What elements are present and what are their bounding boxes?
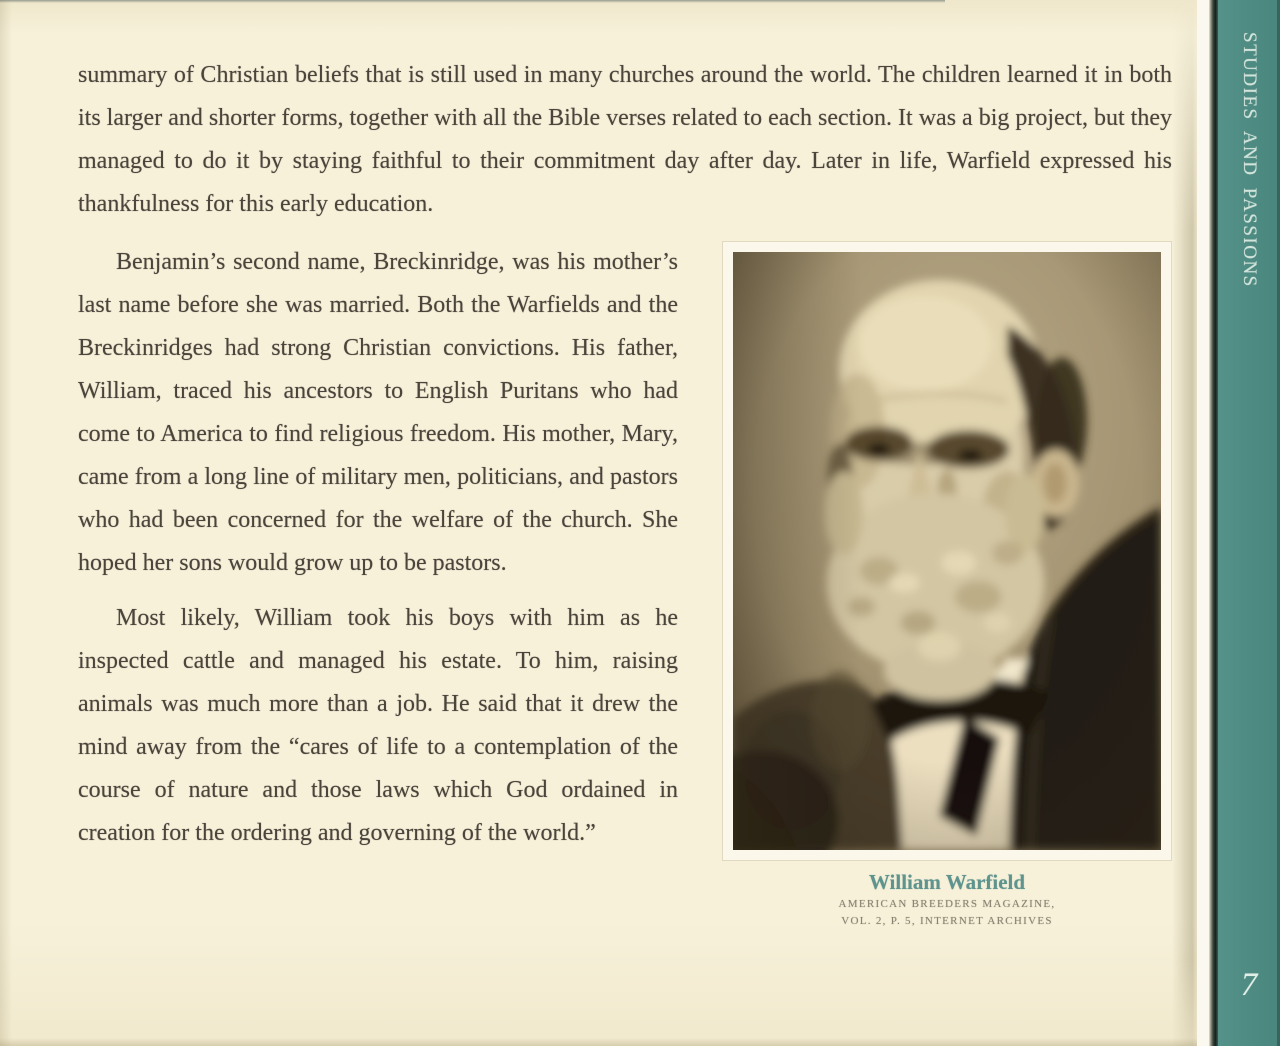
chapter-tab-sidebar [1218,0,1280,1046]
page-number: 7 [1240,967,1258,1003]
book-spine-shadow [1209,0,1218,1046]
scan-bottom-edge-shadow [0,1038,1210,1046]
figure-column [678,241,1172,929]
figure-caption-credit-line: VOL. 2, P. 5, INTERNET ARCHIVES [841,915,1053,927]
figure-caption-title: William Warfield [868,870,1026,894]
text-column [78,241,678,855]
figure-caption-credit-line: AMERICAN BREEDERS MAGAZINE, [838,898,1056,910]
body-paragraph: Most likely, William took his boys with him as he inspected cattle and managed his estate. To him, raising animals was much more than a job. He said that it drew the mind away from the “cares of life to a contemplation of the course of nature and those laws which God ordained in creation for the ordering and governing of the world.” [78,605,678,846]
body-paragraph: summary of Christian beliefs that is still used in many churches around the world. The children learned it in both its larger and shorter forms, together with all the Bible verses related to each section. It was a big project, but they managed to do it by staying faithful to their commitment day after day. Later in life, Warfield expressed his thankfulness for this early education. [78,62,1172,217]
portrait-figure [722,241,1172,929]
figure-caption [722,870,1172,929]
page-body-text [78,54,1172,929]
body-paragraph: Benjamin’s second name, Breckinridge, was his mother’s last name before she was married. Both the Warfields and the Breckinridges had strong Christian convictions. His father, William, traced his ancestors to English Puritans who had come to America to find religious freedom. His mother, Mary, came from a long line of military men, politicians, and pastors who had been concerned for the welfare of the church. She hoped her sons would grow up to be pastors. [78,249,678,576]
page-curl-shadow [1172,0,1198,1046]
photo-frame [722,241,1172,861]
scan-left-edge-shadow [0,0,12,1046]
scan-top-edge-shadow [0,0,945,3]
text-and-figure-row [78,241,1172,929]
portrait-photo-image [733,252,1161,850]
chapter-title-vertical: STUDIES AND PASSIONS [1239,32,1260,288]
